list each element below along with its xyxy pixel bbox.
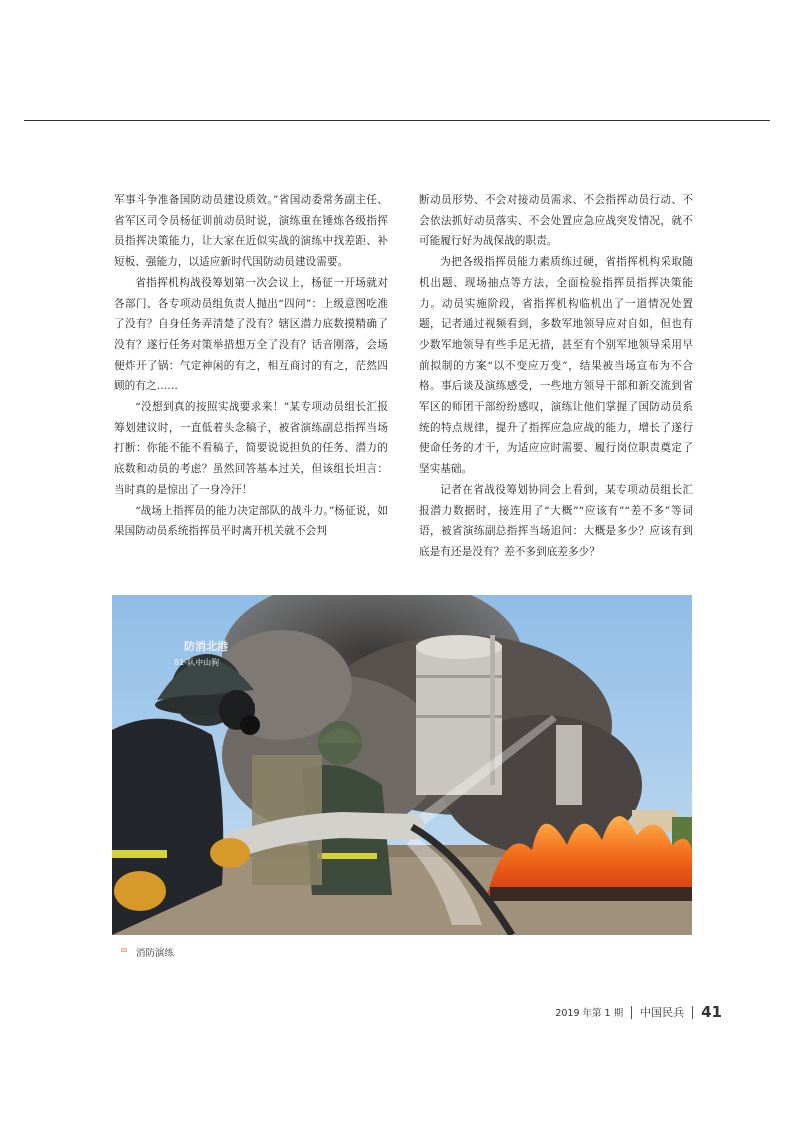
page-footer — [555, 1003, 722, 1021]
article-column-right — [419, 190, 693, 563]
article-paragraph: 为把各级指挥员能力素质练过硬，省指挥机构采取随机出题、现场抽点等方法，全面检验指挥员指挥决策能力。动员实施阶段，省指挥机构临机出了一道情况处置题，记者通过视频看到，多数军地领导应对自如，但也有少数军地领导有些手足无措，甚至有个别军地领导采用早前拟制的方案“以不变应万变”，结果被当场宣布为不合格。事后谈及演练感受，一些地方领导干部和新交流到省军区的师团干部纷纷感叹，演练让他们掌握了国防动员系统的特点规律，提升了指挥应急应战的能力，增长了遂行使命任务的才干，为适应应时需要、履行岗位职责奠定了坚实基础。 — [419, 256, 693, 476]
page-number: 41 — [701, 1003, 722, 1021]
issue-label: 2019 年第 1 期 — [555, 1008, 624, 1019]
article-paragraph: “没想到真的按照实战要求来！”某专项动员组长汇报筹划建议时，一直低着头念稿子，被省演练副总指挥当场打断：你能不能不看稿子，简要说说担负的任务、潜力的底数和动员的考虑？虽然回答基本过关，但该组长坦言：当时真的是惊出了一身冷汗！ — [114, 401, 388, 496]
article-paragraph: “战场上指挥员的能力决定部队的战斗力。”杨征说，如果国防动员系统指挥员平时离开机关就不会判 — [114, 504, 388, 538]
magazine-title: 中国民兵 — [640, 1006, 685, 1019]
double-chevron-up-icon: ⮹ — [120, 946, 128, 957]
article-paragraph: 记者在省战役筹划协同会上看到，某专项动员组长汇报潜力数据时，接连用了“大概”“应该有”“差不多”等词语，被省演练副总指挥当场追问：大概是多少？应该有到底是有还是没有？差不多到底差多少？ — [419, 483, 693, 558]
photo-caption — [120, 944, 174, 960]
helmet-lettering: 81-队中山狗 — [174, 658, 220, 667]
caption-text: 消防演练 — [136, 948, 175, 959]
article-paragraph: 断动员形势、不会对接动员需求、不会指挥动员行动、不会依法抓好动员落实、不会处置应急应战突发情况，就不可能履行好为战保战的职责。 — [419, 194, 693, 248]
firefighting-drill-photo — [112, 595, 692, 935]
article-paragraph: 省指挥机构战役筹划第一次会议上，杨征一开场就对各部门、各专项动员组负责人抛出“四问”：上级意图吃准了没有？自身任务弄清楚了没有？辖区潜力底数摸精确了没有？遂行任务对策举措想万全了没有？话音刚落，会场便炸开了锅：气定神闲的有之，相互商讨的有之，茫然四顾的有之…… — [114, 276, 388, 393]
footer-divider — [631, 1006, 632, 1019]
helmet-lettering: 防消北港 — [184, 640, 228, 653]
article-paragraph: 军事斗争准备国防动员建设质效。”省国动委常务副主任、省军区司令员杨征训前动员时说，演练重在锤炼各级指挥员指挥决策能力，让大家在近似实战的演练中找差距、补短板、强能力，以适应新时代国防动员建设需要。 — [114, 194, 388, 269]
footer-divider — [692, 1006, 693, 1019]
header-rule — [24, 120, 770, 121]
article-column-left — [114, 190, 388, 542]
